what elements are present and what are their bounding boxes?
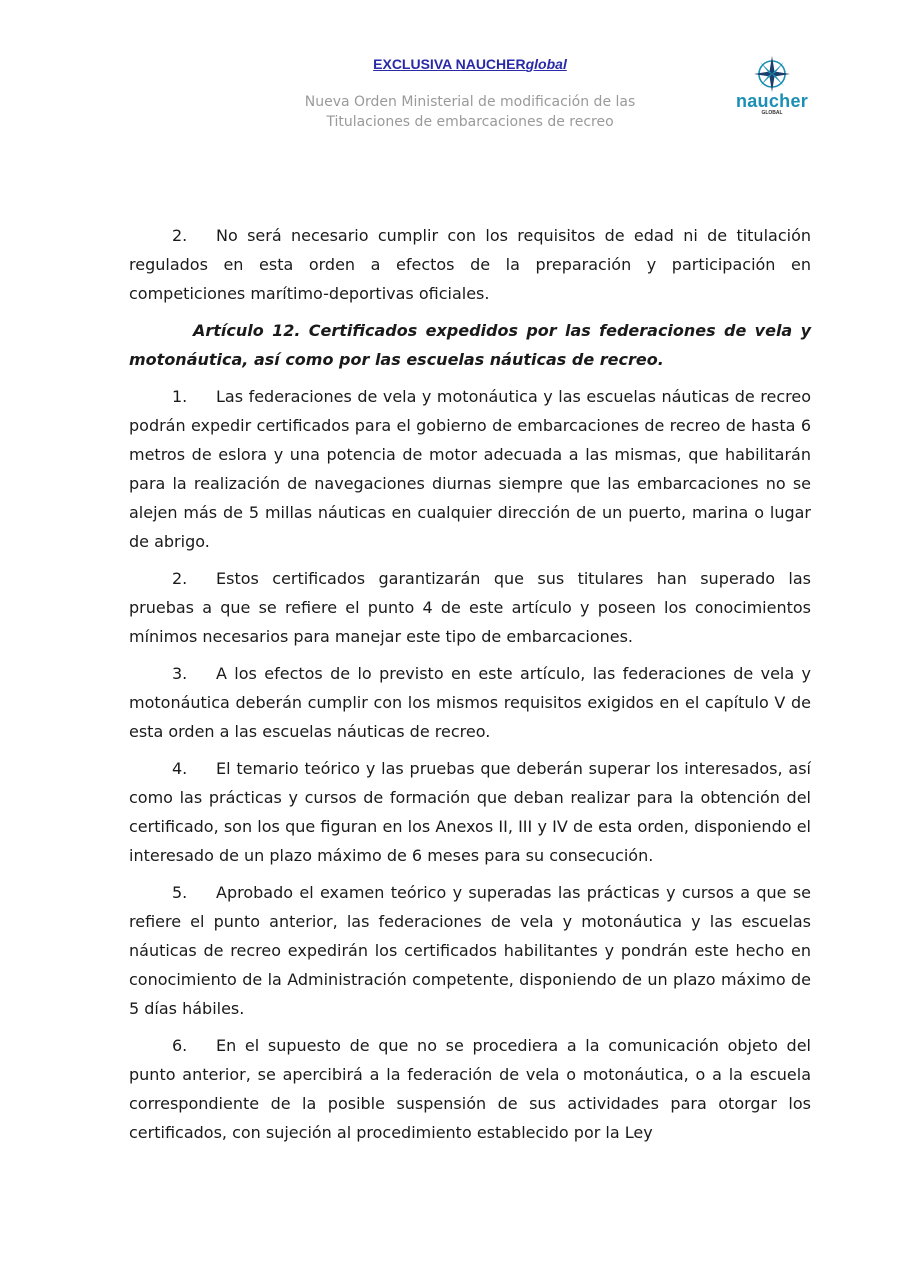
paragraph-text: A los efectos de lo previsto en este artículo, las federaciones de vela y motonáutica deberán cumplir con los mismos requisitos exigidos en el capítulo V de esta orden a las escuelas náuticas de recreo. [129, 664, 811, 741]
naucher-logo [728, 55, 816, 121]
document-body [129, 221, 811, 1155]
paragraph-2 [129, 564, 811, 651]
paragraph-intro [129, 221, 811, 308]
paragraph-text: En el supuesto de que no se procediera a la comunicación objeto del punto anterior, se apercibirá a la federación de vela o motonáutica, o a la escuela correspondiente de la posible suspensión de sus actividades para otorgar los certificados, con sujeción al procedimiento establecido por la Ley [129, 1036, 811, 1142]
paragraph-4 [129, 754, 811, 870]
header-link-suffix[interactable]: global [525, 56, 567, 72]
compass-star-icon [752, 55, 792, 93]
paragraph-number: 5. [172, 883, 188, 902]
header-link-main[interactable]: EXCLUSIVA NAUCHER [373, 56, 526, 72]
paragraph-number: 6. [172, 1036, 188, 1055]
paragraph-text: Aprobado el examen teórico y superadas las prácticas y cursos a que se refiere el punto anterior, las federaciones de vela y motonáutica y las escuelas náuticas de recreo expedirán los certificados habilitantes y pondrán este hecho en conocimiento de la Administración competente, disponiendo de un plazo máximo de 5 días hábiles. [129, 883, 811, 1018]
logo-text: naucher [735, 91, 809, 111]
paragraph-6 [129, 1031, 811, 1147]
paragraph-number: 1. [172, 387, 188, 406]
paragraph-text: Las federaciones de vela y motonáutica y las escuelas náuticas de recreo podrán expedir certificados para el gobierno de embarcaciones de recreo de hasta 6 metros de eslora y una potencia de motor adecuada a las mismas, que habilitarán para la realización de navegaciones diurnas siempre que las embarcaciones no se alejen más de 5 millas náuticas en cualquier dirección de un puerto, marina o lugar de abrigo. [129, 387, 811, 551]
paragraph-text: Estos certificados garantizarán que sus titulares han superado las pruebas a que se refiere el punto 4 de este artículo y poseen los conocimientos mínimos necesarios para manejar este tipo de embarcaciones. [129, 569, 811, 646]
logo-subtext: GLOBAL [761, 110, 783, 116]
article-heading: Artículo 12. Certificados expedidos por las federaciones de vela y motonáutica, así como por las escuelas náuticas de recreo. [129, 321, 811, 369]
paragraph-5 [129, 878, 811, 1023]
paragraph-3 [129, 659, 811, 746]
paragraph-text: El temario teórico y las pruebas que deberán superar los interesados, así como las prácticas y cursos de formación que deban realizar para la obtención del certificado, son los que figuran en los Anexos II, III y IV de esta orden, disponiendo el interesado de un plazo máximo de 6 meses para su consecución. [129, 759, 811, 865]
subtitle-line-1: Nueva Orden Ministerial de modificación de las [304, 94, 636, 110]
paragraph-number: 2. [172, 569, 188, 588]
paragraph-text: No será necesario cumplir con los requisitos de edad ni de titulación regulados en esta orden a efectos de la preparación y participación en competiciones marítimo-deportivas oficiales. [129, 226, 811, 303]
paragraph-1 [129, 382, 811, 556]
paragraph-number: 4. [172, 759, 188, 778]
paragraph-number: 3. [172, 664, 188, 683]
subtitle-line-2: Titulaciones de embarcaciones de recreo [326, 114, 614, 130]
paragraph-number: 2. [172, 226, 188, 245]
